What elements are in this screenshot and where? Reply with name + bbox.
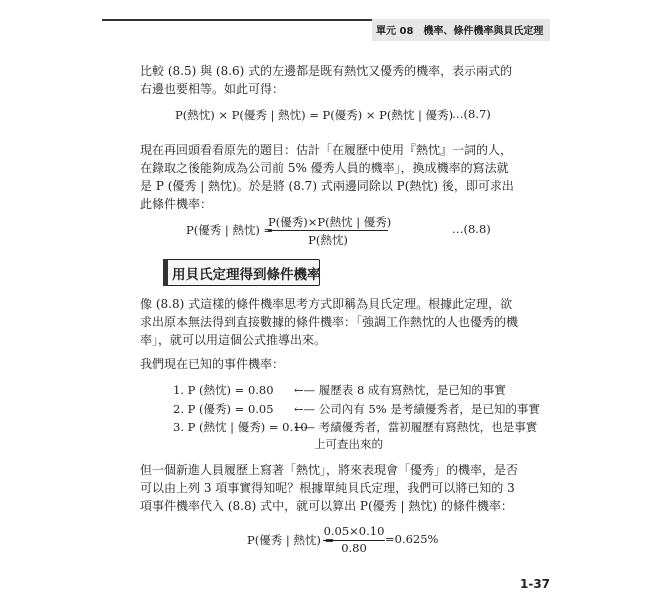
equation-8-8-denominator: P(熱忱) <box>308 233 348 247</box>
paragraph-apply: 但一個新進人員履歷上寫著「熱忱」，將來表現會「優秀」的機率，是否可以由上列 3 項事實得知呢？根據單純貝氏定理，我們可以將已知的 3 項事件機率代入 (8.8) 式中，就可以算出 P(優秀 | 熱忱) 的條件機率： <box>140 463 519 513</box>
section-heading-bar <box>163 259 168 286</box>
running-header-title: 單元 08 機率、條件機率與貝氏定理 <box>376 26 544 37</box>
equation-8-8-numerator: P(優秀)×P(熱忱 | 優秀) <box>268 215 392 229</box>
fact-1-label: 1. P (熱忱) = 0.80 <box>173 383 274 397</box>
equation-8-8-lhs: P(優秀 | 熱忱) = <box>186 223 274 237</box>
equation-8-8-fraction-bar <box>268 230 388 231</box>
paragraph-known-events: 我們現在已知的事件機率： <box>140 357 285 371</box>
paragraph-problem: 現在再回頭看看原先的題目：估計「在履歷中使用『熱忱』一詞的人，在錄取之後能夠成為公司前 5% 優秀人員的機率」，換成機率的寫法就是 P (優秀 | 熱忱)。於是將 (8.7) 式兩邊同除以 P(熱忱) 後，即可求出此條件機率： <box>140 143 514 211</box>
equation-8-8-number: …(8.8) <box>452 222 491 236</box>
result-lhs: P(優秀 | 熱忱) = <box>247 533 335 547</box>
fact-3-note-continued: 上可查出來的 <box>314 437 383 451</box>
result-value: =0.625% <box>385 532 439 546</box>
paragraph-bayes: 像 (8.8) 式這樣的條件機率思考方式即稱為貝氏定理。根據此定理，欲求出原本無法得到直接數據的條件機率：「強調工作熱忱的人也優秀的機率」，就可以用這個公式推導出來。 <box>140 297 519 347</box>
fact-3-label: 3. P (熱忱 | 優秀) = 0.10 <box>173 420 308 434</box>
fact-3-note: ←— 考績優秀者，當初履歷有寫熱忱，也是事實 <box>294 420 538 434</box>
fact-2-note: ←— 公司內有 5% 是考績優秀者，是已知的事實 <box>294 402 540 416</box>
section-heading: 用貝氏定理得到條件機率 <box>172 267 321 283</box>
result-denominator: 0.80 <box>341 541 367 555</box>
equation-8-7: P(熱忱) × P(優秀 | 熱忱) = P(優秀) × P(熱忱 | 優秀) <box>175 108 454 122</box>
paragraph-compare: 比較 (8.5) 與 (8.6) 式的左邊都是既有熱忱又優秀的機率，表示兩式的右邊也要相等。如此可得： <box>140 64 513 96</box>
equation-8-7-number: …(8.7) <box>452 107 491 121</box>
fact-2-label: 2. P (優秀) = 0.05 <box>173 402 274 416</box>
result-numerator: 0.05×0.10 <box>323 524 385 538</box>
fact-1-note: ←— 履歷表 8 成有寫熱忱，是已知的事實 <box>294 383 506 397</box>
page-number: 1-37 <box>520 577 551 591</box>
